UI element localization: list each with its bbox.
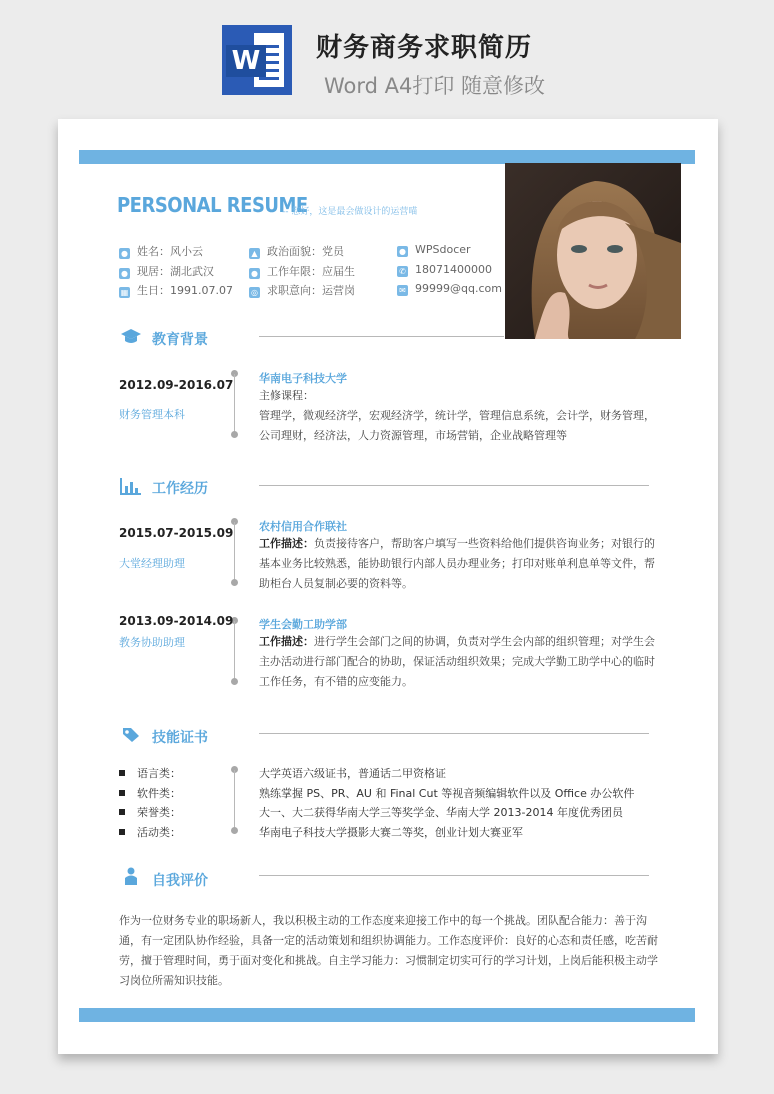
education-school: 华南电子科技大学	[259, 372, 347, 385]
work-description	[259, 534, 655, 594]
section-title-work: 工作经历	[152, 481, 208, 497]
bullet-icon	[119, 809, 125, 815]
user-icon	[120, 867, 142, 885]
info-phone-text: 18071400000	[415, 263, 492, 276]
info-years	[249, 263, 355, 279]
skill-value: 大学英语六级证书，普通话二甲资格证	[259, 767, 446, 780]
top-bar	[79, 150, 695, 164]
graduation-cap-icon	[120, 328, 142, 346]
info-residence	[119, 263, 214, 279]
info-birthday	[119, 282, 233, 298]
resume-subtitle: -- 您好，这是最会做设计的运营喵	[282, 207, 418, 217]
info-email-text: 99999@qq.com	[415, 282, 502, 295]
work-date: 2013.09-2014.09	[119, 614, 234, 628]
section-divider	[259, 336, 504, 337]
skill-label-text: 荣誉类：	[137, 806, 181, 819]
location-icon: ●	[119, 268, 130, 279]
info-wechat-text: WPSdocer	[415, 243, 471, 256]
bullet-icon	[119, 829, 125, 835]
resume-page	[58, 119, 718, 1054]
timeline-line	[234, 621, 235, 681]
timeline-line	[234, 522, 235, 582]
section-divider	[259, 875, 649, 876]
word-logo-letter: W	[226, 45, 266, 77]
profile-photo	[505, 163, 681, 339]
bottom-bar	[79, 1008, 695, 1022]
info-intention	[249, 282, 355, 298]
work-org: 农村信用合作联社	[259, 520, 347, 533]
skill-value: 华南电子科技大学摄影大赛二等奖，创业计划大赛亚军	[259, 826, 523, 839]
banner	[0, 0, 774, 118]
timeline-dot	[231, 827, 238, 834]
skill-label-text: 语言类：	[137, 767, 181, 780]
info-phone	[397, 263, 492, 277]
info-politics	[249, 243, 344, 259]
tag-icon	[120, 725, 142, 743]
timeline-dot	[231, 579, 238, 586]
info-name	[119, 243, 203, 259]
education-major: 财务管理本科	[119, 408, 185, 421]
section-divider	[259, 733, 649, 734]
person-icon: ●	[119, 248, 130, 259]
skill-label-text: 软件类：	[137, 787, 181, 800]
work-date: 2015.07-2015.09	[119, 526, 234, 540]
info-politics-text: 政治面貌：党员	[267, 245, 344, 258]
bar-chart-icon	[120, 477, 142, 495]
work-role: 教务协助助理	[119, 636, 185, 649]
flag-icon: ▲	[249, 248, 260, 259]
bullet-icon	[119, 770, 125, 776]
banner-title: 财务商务求职简历	[316, 33, 533, 63]
work-description-label: 工作描述：	[259, 635, 314, 648]
timeline-line	[234, 374, 235, 434]
work-description	[259, 632, 655, 692]
timeline-dot	[231, 431, 238, 438]
info-name-text: 姓名：风小云	[137, 245, 203, 258]
work-org: 学生会勤工助学部	[259, 618, 347, 631]
education-course-label: 主修课程：	[259, 389, 314, 402]
education-courses: 管理学，微观经济学，宏观经济学，统计学，管理信息系统，会计学，财务管理，公司理财，经济法，人力资源管理，市场营销，企业战略管理等	[259, 409, 655, 442]
team-icon: ●	[249, 268, 260, 279]
section-title-skills: 技能证书	[152, 730, 208, 746]
section-title-education: 教育背景	[152, 332, 208, 348]
mail-icon: ✉	[397, 285, 408, 296]
chat-icon: ●	[397, 246, 408, 257]
resume-title: PERSONAL RESUME	[117, 193, 308, 217]
skill-label	[119, 824, 181, 840]
info-birthday-text: 生日：1991.07.07	[137, 284, 233, 297]
section-title-self: 自我评价	[152, 873, 208, 889]
target-icon: ◎	[249, 287, 260, 298]
phone-icon: ✆	[397, 266, 408, 277]
bullet-icon	[119, 790, 125, 796]
skill-label-text: 活动类：	[137, 826, 181, 839]
skill-label	[119, 804, 181, 820]
calendar-icon: ▦	[120, 288, 129, 297]
info-wechat	[397, 243, 471, 257]
banner-subtitle: Word A4打印 随意修改	[324, 74, 546, 98]
word-logo-icon	[222, 25, 292, 95]
skill-value: 熟练掌握 PS、PR、AU 和 Final Cut 等视音频编辑软件以及 Office 办公软件	[259, 787, 635, 800]
self-evaluation-text: 作为一位财务专业的职场新人，我以积极主动的工作态度来迎接工作中的每一个挑战。团队配合能力：善于沟通，有一定团队协作经验，具备一定的活动策划和组织协调能力。工作态度评价：良好的心态和责任感，吃苦耐劳，擅于管理时间，勇于面对变化和挑战。自主学习能力：习惯制定切实可行的学习计划，上岗后能积极主动学习岗位所需知识技能。	[119, 914, 658, 987]
skill-value: 大一、大二获得华南大学三等奖学金、华南大学 2013-2014 年度优秀团员	[259, 806, 623, 819]
work-description-label: 工作描述：	[259, 537, 314, 550]
skill-label	[119, 785, 181, 801]
timeline-line	[234, 770, 235, 830]
info-residence-text: 现居：湖北武汉	[137, 265, 214, 278]
timeline-dot	[231, 678, 238, 685]
work-role: 大堂经理助理	[119, 557, 185, 570]
skill-label	[119, 765, 181, 781]
info-intention-text: 求职意向：运营岗	[267, 284, 355, 297]
info-years-text: 工作年限：应届生	[267, 265, 355, 278]
work-description-text: 负责接待客户，帮助客户填写一些资料给他们提供咨询业务；对银行的基本业务比较熟悉，能协助银行内部人员办理业务；打印对账单利息单等文件，帮助柜台人员复制必要的资料等。	[259, 537, 655, 590]
work-description-text: 进行学生会部门之间的协调，负责对学生会内部的组织管理；对学生会主办活动进行部门配合的协助，保证活动组织效果；完成大学勤工助学中心的临时工作任务，有不错的应变能力。	[259, 635, 655, 688]
info-email	[397, 282, 502, 296]
section-divider	[259, 485, 649, 486]
education-date: 2012.09-2016.07	[119, 378, 234, 392]
